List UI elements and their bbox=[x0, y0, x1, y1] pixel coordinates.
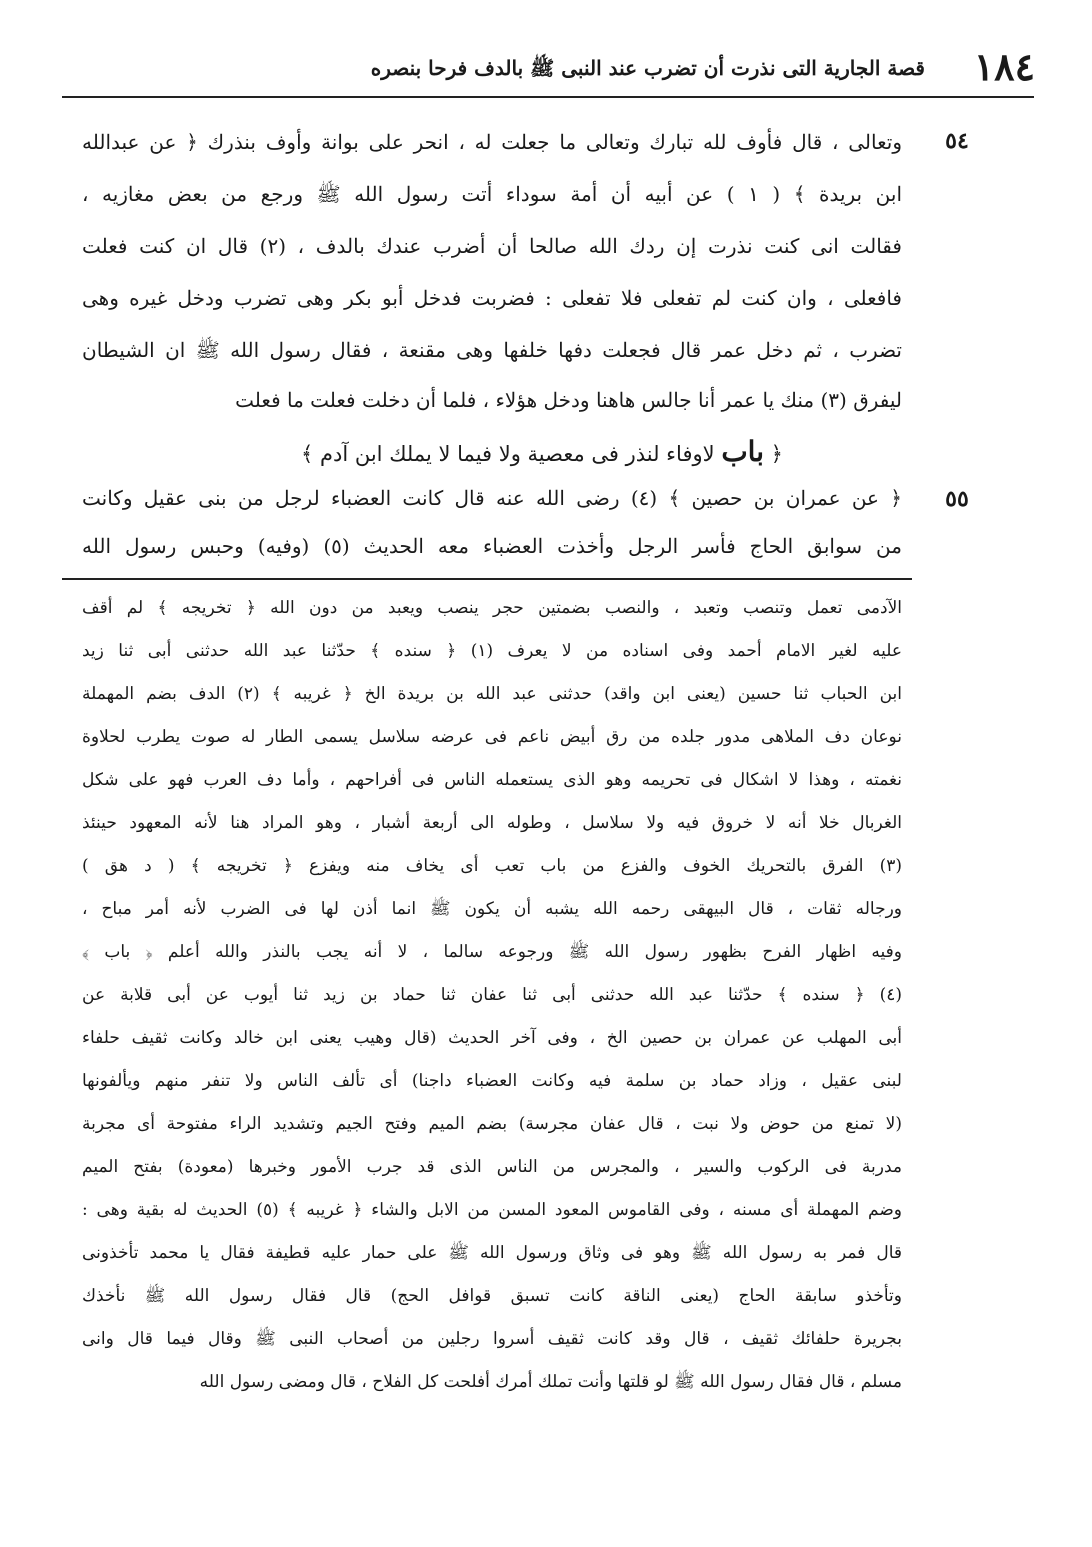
footnote-line: وتأخذو سابقة الحاج (يعنى الناقة كانت تسبق قوافل الحج) قال فقال رسول الله ﷺ نأخذك bbox=[82, 1286, 902, 1306]
footnote-line: قال فمر به رسول الله ﷺ وهو فى وثاق ورسول الله ﷺ على حمار عليه قطيفة فقال يا محمد تأخذونى bbox=[82, 1243, 902, 1263]
main-text-line: فقالت انى كنت نذرت إن ردك الله صالحا أن أضرب عندك بالدف ، (٢) قال ان كنت فعلت bbox=[82, 234, 902, 258]
footnote-line: نوعان دف الملاهى مدور جلده من رق أبيض ناعم فى عرضه سلاسل يسمى الطار له صوت يطرب لحلاوة bbox=[82, 727, 902, 747]
main-text-line: وتعالى ، قال فأوف لله تبارك وتعالى ما جعلت له ، انحر على بوانة وأوف بنذرك ﴿ عن عبدالله bbox=[82, 130, 902, 154]
footnote-line: (لا تمنع من حوض ولا نبت ، قال عفان مجرسة) بضم الميم وفتح الجيم وتشديد الراء مفتوحة أى مجربة bbox=[82, 1114, 902, 1134]
page-header bbox=[60, 42, 1035, 92]
footnote-line: أبى المهلب عن عمران بن حصين الخ ، وفى آخر الحديث (قال وهيب يعنى ابن خالد وكانت ثقيف حلفاء bbox=[82, 1028, 902, 1048]
footnote-line: مسلم ، قال فقال رسول الله ﷺ لو قلتها وأنت تملك أمرك أفلحت كل الفلاح ، قال ومضى رسول الله bbox=[199, 1372, 902, 1392]
footnote-line: ورجاله ثقات ، قال البيهقى رحمه الله يشبه أن يكون ﷺ انما أذن لها فى الضرب لأنه أمر مباح ، bbox=[82, 899, 902, 919]
footnote-line: وضم المهملة أى مسنه ، وفى القاموس المعود المسن من الابل والشاء ﴿ غريبه ﴾ (٥) الحديث له بقية وهى : bbox=[82, 1200, 902, 1220]
footnote-line: بجريرة حلفائك ثقيف ، قال وقد كانت ثقيف أسروا رجلين من أصحاب النبى ﷺ وقال فيما قال وانى bbox=[82, 1329, 902, 1349]
footnote-rule bbox=[62, 578, 912, 580]
footnote-line: عليه لغير الامام أحمد وفى اسناده من لا يعرف (١) ﴿ سنده ﴾ حدّثنا عبد الله حدثنى أبى ثنا زيد bbox=[82, 641, 902, 661]
chapter-heading: ﴿ باب لاوفاء لنذر فى معصية ولا فيما لا يملك ابن آدم ﴾ bbox=[301, 435, 783, 468]
footnote-line: لبنى عقيل ، وزاد حماد بن سلمة فيه وكانت العضباء داجنا) أى تألف الناس ولا تنفر منهم ويألفونها bbox=[82, 1071, 902, 1091]
hadith-number-55: ٥٥ bbox=[945, 486, 969, 512]
footnote-line: نغمته ، وهذا لا اشكال فى تحريمه وهو الذى يستعمله الناس فى أفراحهم ، وأما دف العرب فهو على شكل bbox=[82, 770, 902, 790]
footnote-line: مدربة فى الركوب والسير ، والمجرس من الناس الذى قد جرب الأمور وخبرها (معودة) بفتح الميم bbox=[82, 1157, 902, 1177]
chapter-title: لاوفاء لنذر فى معصية ولا فيما لا يملك ابن آدم bbox=[319, 442, 715, 466]
main-text-line: ﴿ عن عمران بن حصين ﴾ (٤) رضى الله عنه قال كانت العضباء لرجل من بنى عقيل وكانت bbox=[82, 486, 902, 510]
main-text-line: فافعلى ، وان كنت لم تفعلى فلا تفعلى : فضربت فدخل أبو بكر وهى تضرب ودخل غيره وهى bbox=[82, 286, 902, 310]
main-text-line: من سوابق الحاج فأسر الرجل وأخذت العضباء معه الحديث (٥) (وفيه) وحبس رسول الله bbox=[82, 534, 902, 558]
chapter-bab: باب bbox=[721, 435, 764, 468]
footnote-line: الغربال خلا أنه لا خروق فيه ولا سلاسل ، وطوله الى أربعة أشبار ، وهو المراد هنا لأنه المعهود حينئذ bbox=[82, 813, 902, 833]
running-title: قصة الجارية التى نذرت أن تضرب عند النبى ﷺ بالدف فرحا بنصره bbox=[370, 56, 925, 80]
main-text-line: ابن بريدة ﴾ ( ١ ) عن أبيه أن أمة سوداء أتت رسول الله ﷺ ورجع من بعض مغازيه ، bbox=[82, 182, 902, 206]
footnote-line: ابن الحباب ثنا حسين (يعنى ابن واقد) حدثنى عبد الله بن بريدة الخ ﴿ غريبه ﴾ (٢) الدف بضم المهملة bbox=[82, 684, 902, 704]
footnote-line: (٤) ﴿ سنده ﴾ حدّثنا عبد الله حدثنى أبى ثنا عفان ثنا حماد بن زيد ثنا أيوب عن أبى قلابة عن bbox=[82, 985, 902, 1005]
hadith-number-54: ٥٤ bbox=[945, 128, 969, 154]
footnote-line: الآدمى تعمل وتنصب وتعبد ، والنصب بضمتين حجر ينصب ويعبد من دون الله ﴿ تخريجه ﴾ لم أقف bbox=[82, 598, 902, 618]
footnote-line: (٣) الفرق بالتحريك الخوف والفزع من باب تعب أى يخاف منه ويفزع ﴿ تخريجه ﴾ ( د هق ) bbox=[82, 856, 902, 876]
header-rule bbox=[62, 96, 1034, 98]
main-text-line: ليفرق (٣) منك يا عمر أنا جالس هاهنا ودخل هؤلاء ، فلما أن دخلت فعلت ما فعلت bbox=[235, 388, 902, 412]
footnote-line: وفيه اظهار الفرح بظهور رسول الله ﷺ ورجوعه سالما ، لا أنه يجب بالنذر والله أعلم ﴿ باب ﴾ bbox=[82, 942, 902, 962]
main-text-line: تضرب ، ثم دخل عمر قال فجعلت دفها خلفها وهى مقنعة ، فقال رسول الله ﷺ ان الشيطان bbox=[82, 338, 902, 362]
page-number: ١٨٤ bbox=[973, 44, 1035, 89]
